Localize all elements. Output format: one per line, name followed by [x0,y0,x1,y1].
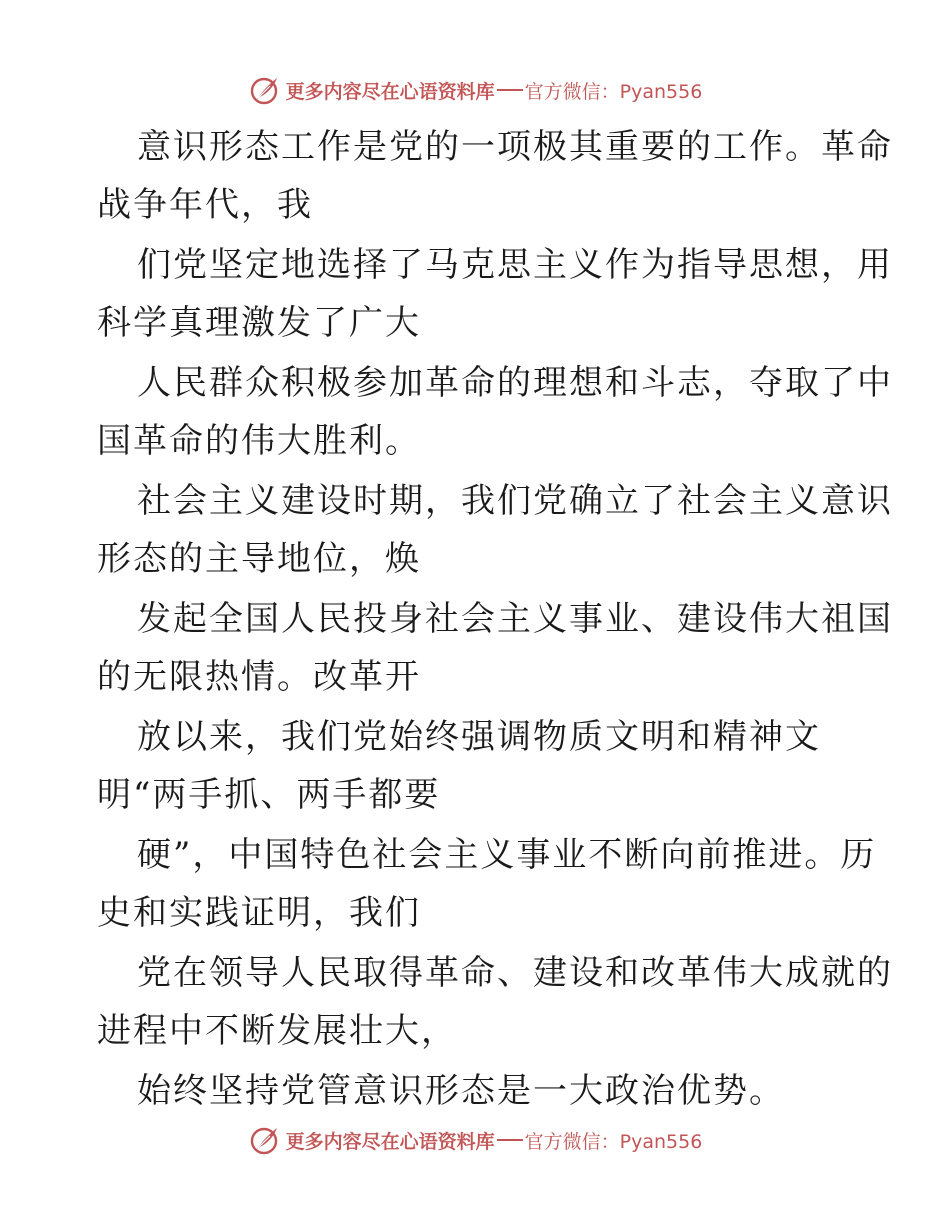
body-line: 史和实践证明，我们 [97,893,421,933]
header-banner-divider [497,89,523,91]
document-body [97,118,893,1120]
body-line: 人民群众积极参加革命的理想和斗志，夺取了中 [137,363,893,403]
footer-banner [0,1120,950,1160]
body-line: 发起全国人民投身社会主义事业、建设伟大祖国 [137,599,893,639]
feather-pen-logo-icon [248,1124,280,1156]
body-line: 形态的主导地位，焕 [97,539,421,579]
body-line: 的无限热情。改革开 [97,657,421,697]
header-banner [0,70,950,110]
body-line: 进程中不断发展壮大， [97,1011,457,1051]
body-line: 硬”，中国特色社会主义事业不断向前推进。历 [137,835,877,875]
feather-pen-logo-icon [248,74,280,106]
body-line: 们党坚定地选择了马克思主义作为指导思想，用 [137,245,893,285]
body-line: 意识形态工作是党的一项极其重要的工作。革命 [137,127,893,167]
body-line: 社会主义建设时期，我们党确立了社会主义意识 [137,481,893,521]
body-line: 战争年代，我 [97,185,313,225]
footer-banner-text: 更多内容尽在心语资料库 [285,1130,495,1153]
body-line: 国革命的伟大胜利。 [97,421,421,461]
footer-banner-wechat: 官方微信：Pyan556 [524,1130,703,1153]
body-line: 始终坚持党管意识形态是一大政治优势。 [137,1071,785,1111]
body-line: 党在领导人民取得革命、建设和改革伟大成就的 [137,953,893,993]
body-line: 明“两手抓、两手都要 [97,775,441,815]
body-line: 放以来，我们党始终强调物质文明和精神文 [137,717,821,757]
header-banner-wechat: 官方微信：Pyan556 [524,80,703,103]
body-line: 科学真理激发了广大 [97,303,421,343]
header-banner-text: 更多内容尽在心语资料库 [285,80,495,103]
footer-banner-divider [497,1139,523,1141]
